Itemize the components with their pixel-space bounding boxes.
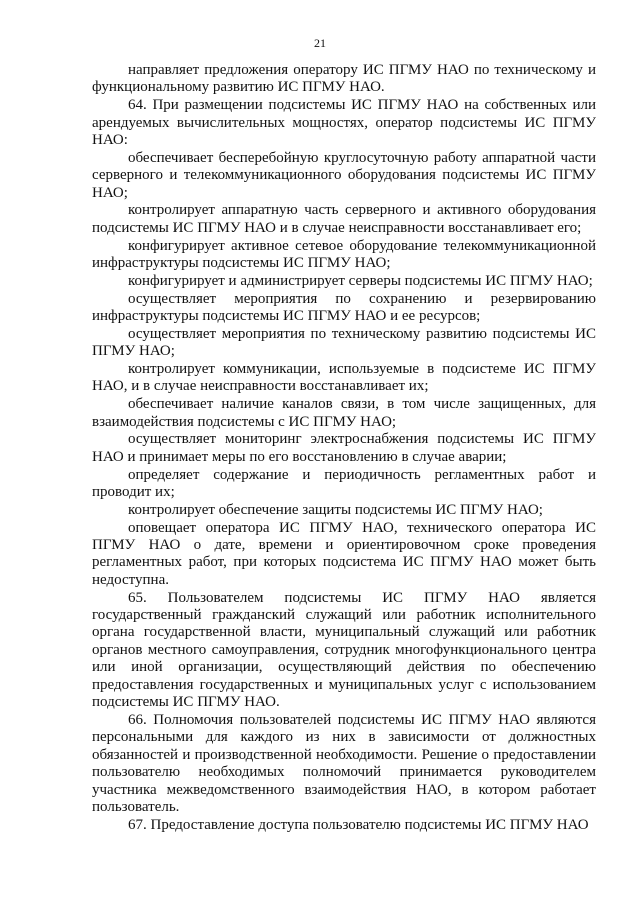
paragraph: обеспечивает наличие каналов связи, в том числе защищенных, для взаимодействия подсистемы с ИС ПГМУ НАО; bbox=[92, 396, 596, 430]
paragraph: 65. Пользователем подсистемы ИС ПГМУ НАО является государственный гражданский служащий или работник исполнительного органа государственной власти, муниципальный служащий или работник органов местного самоуправления, сотрудник многофункционального центра или иной организации, осуществляющий действия по обеспечению предоставления государственных и муниципальных услуг с использованием подсистемы ИС ПГМУ НАО. bbox=[92, 589, 596, 711]
paragraph: осуществляет мероприятия по сохранению и резервированию инфраструктуры подсистемы ИС ПГМУ НАО и ее ресурсов; bbox=[92, 290, 596, 325]
paragraph: конфигурирует и администрирует серверы подсистемы ИС ПГМУ НАО; bbox=[128, 272, 593, 289]
document-body bbox=[92, 62, 596, 835]
paragraph: определяет содержание и периодичность регламентных работ и проводит их; bbox=[92, 466, 596, 501]
paragraph: 67. Предоставление доступа пользователю подсистемы ИС ПГМУ НАО bbox=[128, 816, 589, 833]
paragraph: 64. При размещении подсистемы ИС ПГМУ НАО на собственных или арендуемых вычислительных мощностях, оператор подсистемы ИС ПГМУ НАО: bbox=[92, 97, 596, 149]
paragraph: контролирует коммуникации, используемые в подсистеме ИС ПГМУ НАО, и в случае неисправности восстанавливает их; bbox=[92, 361, 596, 395]
page-number: 21 bbox=[314, 36, 326, 50]
paragraph: осуществляет мониторинг электроснабжения подсистемы ИС ПГМУ НАО и принимает меры по его восстановлению в случае аварии; bbox=[92, 431, 596, 465]
paragraph: обеспечивает бесперебойную круглосуточную работу аппаратной части серверного и телекоммуникационного оборудования подсистемы ИС ПГМУ НАО; bbox=[92, 149, 596, 201]
paragraph: 66. Полномочия пользователей подсистемы ИС ПГМУ НАО являются персональными для каждого из них в зависимости от должностных обязанностей и производственной необходимости. Решение о предоставлении пользователю необходимых полномочий принимается руководителем участника межведомственного взаимодействия НАО, в котором работает пользователь. bbox=[92, 711, 596, 815]
paragraph: направляет предложения оператору ИС ПГМУ НАО по техническому и функциональному развитию ИС ПГМУ НАО. bbox=[92, 62, 596, 96]
paragraph: контролирует обеспечение защиты подсистемы ИС ПГМУ НАО; bbox=[128, 501, 543, 518]
paragraph: оповещает оператора ИС ПГМУ НАО, технического оператора ИС ПГМУ НАО о дате, времени и ориентировочном сроке проведения регламентных работ, при которых подсистема ИС ПГМУ НАО может быть недоступна. bbox=[92, 519, 596, 588]
paragraph: конфигурирует активное сетевое оборудование телекоммуникационной инфраструктуры подсистемы ИС ПГМУ НАО; bbox=[92, 237, 596, 272]
paragraph: осуществляет мероприятия по техническому развитию подсистемы ИС ПГМУ НАО; bbox=[92, 325, 596, 360]
paragraph: контролирует аппаратную часть серверного и активного оборудования подсистемы ИС ПГМУ НАО и в случае неисправности восстанавливает его; bbox=[92, 202, 596, 236]
